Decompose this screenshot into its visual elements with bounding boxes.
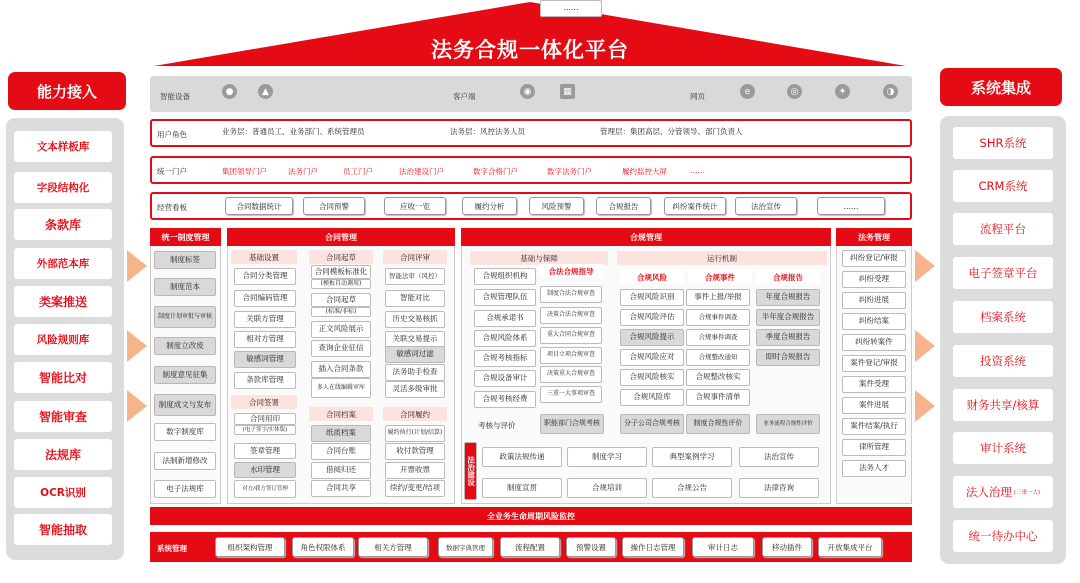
right-item-6[interactable] [953,345,1053,377]
windows-icon: ▦ [560,84,575,99]
legal-small-label: (三重一大) [1013,490,1041,496]
roles-business: 业务层：普通员工、业务部门、系统管理员 [222,127,365,136]
dashboard-item-9[interactable]: …… [817,197,885,215]
compliance-culture-item[interactable]: 制度宣贯 [482,478,562,498]
system-item-9[interactable]: 电子法规库 [154,480,216,498]
system-admin-item-8[interactable]: 审计日志 [692,537,754,557]
right-item-5[interactable] [953,301,1053,333]
legal-item-9[interactable]: 案件结案/执行 [842,418,906,435]
contract-header: 合同管理 [227,228,455,246]
compliance-risk-title: 合规风险 [620,270,684,284]
contract-sign-title: 合同签署 [231,395,297,409]
contract-review-item[interactable]: 关联交易提示 [385,331,445,348]
legal-item-11[interactable]: 法务人才 [842,460,906,477]
system-admin-item-5[interactable]: 流程配置 [500,537,560,557]
contract-sign-item[interactable]: (电子签字/实体版) [234,425,296,435]
portal-label: 统一门户 [157,167,187,176]
system-item-6[interactable]: 制度成文与发布 [154,394,216,416]
roles-label: 用户角色 [157,130,187,139]
compliance-event-item[interactable]: 合规整改核实 [686,369,750,386]
contract-sign-item[interactable]: 对方/我方签订管理 [234,480,296,498]
compliance-risk-item[interactable]: 合规风险核实 [620,369,684,386]
dashboard-item-8[interactable]: 法治宣传 [735,197,797,215]
compliance-law-item[interactable]: 项目立项合规审查 [540,347,602,364]
portal-item-2[interactable]: 法务门户 [288,167,318,176]
dashboard-item-4[interactable]: 履约分析 [462,197,517,215]
left-item-4[interactable]: 外部范本库 [14,248,112,279]
left-arrow-3 [127,390,147,422]
contract-review-item[interactable]: 历史交易核抓 [385,311,445,328]
ie-icon: e [740,84,755,99]
legal-item-1[interactable]: 纠纷登记/审报 [842,250,906,267]
compliance-basic-item[interactable]: 合规风险体系 [474,330,536,347]
portal-item-6[interactable]: 数字法务门户 [547,167,592,176]
contract-base-title: 基础设置 [231,250,297,264]
roles-management: 管理层：集团高层、分管领导、部门负责人 [600,127,743,136]
right-item-3[interactable] [953,213,1053,245]
contract-perform-item[interactable]: 收付款管理 [385,443,445,460]
right-arrow-1 [915,250,935,282]
contract-archive-item[interactable]: 借阅归还 [311,462,371,479]
right-arrow-3 [915,390,935,422]
left-item-5[interactable]: 类案推送 [14,286,112,317]
page-title: 法务合规一体化平台 [431,38,629,62]
compliance-eval-item[interactable]: 分子公司合规考核 [620,414,684,434]
compliance-culture-item[interactable]: 典型案例学习 [652,447,732,467]
contract-review-item[interactable]: 法务助手检查 [385,364,445,381]
left-item-8[interactable]: 智能审查 [14,401,112,432]
legal-mgmt-header: 法务管理 [836,228,912,246]
right-item-label: 档案系统 [980,310,1026,324]
contract-base-item[interactable]: 合同编码管理 [234,290,296,307]
system-item-5[interactable]: 制度意见征集 [154,366,216,384]
legal-item-4[interactable]: 纠纷结案 [842,313,906,330]
left-item-3[interactable]: 条款库 [14,209,112,240]
compliance-eval-item[interactable]: 制度合规性评价 [686,414,750,434]
system-admin-item-3[interactable]: 相关方管理 [358,537,428,557]
contract-perform-item[interactable]: 履约执行(计划/结算) [385,425,445,442]
compliance-event-title: 合规事件 [688,270,752,284]
right-item-label: SHR系统 [979,136,1027,150]
left-item-7[interactable]: 智能比对 [14,362,112,393]
compliance-event-item[interactable]: 事件上报/举报 [686,289,750,306]
left-item-10[interactable]: OCR识别 [14,477,112,508]
wechat-icon: ◉ [520,84,535,99]
system-item-7[interactable]: 数字制度库 [154,423,216,441]
right-item-2[interactable] [953,170,1053,202]
compliance-risk-item[interactable]: 合规风险评估 [620,309,684,326]
contract-draft-title: 合同起草 [309,250,373,264]
left-item-1[interactable]: 文本样板库 [14,131,112,162]
compliance-law-item[interactable]: 重大合同合规审查 [540,327,602,344]
compliance-culture-item[interactable]: 政策法规传递 [482,447,562,467]
contract-base-item[interactable]: 关联方管理 [234,311,296,328]
legal-item-8[interactable]: 案件进展 [842,397,906,414]
compliance-law-title: 合法合规指导 [539,264,603,278]
contract-base-item[interactable]: 相对方管理 [234,331,296,348]
right-item-label: 流程平台 [980,222,1026,236]
right-item-10[interactable] [953,520,1053,552]
contract-review-item[interactable]: 智能对比 [385,290,445,307]
compliance-basic-item[interactable]: 合规考核经费 [474,391,536,408]
right-item-label: 投资系统 [980,354,1026,368]
left-arrow-2 [127,330,147,362]
compliance-risk-item[interactable]: 合规风险库 [620,389,684,406]
system-item-2[interactable]: 制度范本 [154,278,216,296]
legal-item-6[interactable]: 案件登记/审报 [842,355,906,372]
compliance-report-item[interactable]: 年度合规报告 [756,289,820,306]
contract-draft-item[interactable]: 正文风险展示 [311,321,371,338]
right-item-label: 财务共享/核算 [966,398,1040,412]
portal-item-3[interactable]: 员工门户 [343,167,373,176]
contract-archive-item[interactable]: 合同台账 [311,443,371,460]
system-mgmt-header: 统一制度管理 [150,228,221,246]
system-admin-item-2[interactable]: 角色权限体系 [292,537,354,557]
compliance-eval-item[interactable]: 业务流程合规性评价 [756,414,820,434]
contract-sign-item[interactable]: 签章管理 [234,443,296,459]
compliance-header: 合规管理 [461,228,831,246]
left-header: 能力接入 [8,72,126,110]
compliance-law-item[interactable]: 决策合法合规审查 [540,307,602,324]
compliance-law-item[interactable]: …… [540,0,602,17]
system-admin-item-7[interactable]: 操作日志管理 [622,537,684,557]
system-admin-item-6[interactable]: 预警设置 [566,537,616,557]
right-arrow-2 [915,330,935,362]
system-admin-item-10[interactable]: 开放集成平台 [818,537,882,557]
compliance-basic-item[interactable]: 合规管理队伍 [474,289,536,306]
compliance-culture-item[interactable]: 合规培训 [567,478,647,498]
compliance-run-title: 运行机制 [617,251,827,265]
left-item-9[interactable]: 法规库 [14,439,112,470]
compliance-report-title: 合规报告 [756,270,820,284]
dashboard-item-5[interactable]: 风险预警 [529,197,584,215]
compliance-culture-item[interactable]: 合规公告 [652,478,732,498]
contract-perform-title: 合同履约 [383,407,447,421]
contract-review-title: 合同评审 [383,250,447,264]
portal-item-5[interactable]: 数字合格门户 [473,167,518,176]
system-item-4[interactable]: 制度立改废 [154,337,216,355]
roles-legal: 法务层：风控法务人员 [450,127,525,136]
apple-icon: ● [222,84,237,99]
compliance-event-item[interactable]: 合规事件清单 [686,389,750,406]
contract-review-item[interactable]: 灵活多级审批 [385,381,445,398]
contract-sign-item[interactable]: 合同用印 [234,413,296,425]
chrome-icon: ◎ [787,84,802,99]
contract-review-item[interactable]: 敏感词过滤 [385,346,445,363]
portal-item-8[interactable]: …… [690,166,705,175]
left-arrow-1 [127,250,147,282]
system-item-3[interactable]: 制度计划审批与审核 [154,306,216,328]
compliance-law-item[interactable]: 制度合法合规审查 [540,286,602,303]
system-item-8[interactable]: 法制新增修改 [154,452,216,470]
android-icon: ▲ [258,84,273,99]
compliance-event-item[interactable]: 合规整改通知 [686,349,750,366]
left-item-6[interactable]: 风险规则库 [14,324,112,355]
monitor-band: 全业务生命周期风险监控 [150,507,912,525]
compliance-law-item[interactable]: 决策重大合规审查 [540,366,602,383]
left-item-11[interactable]: 智能抽取 [14,514,112,545]
right-header: 系统集成 [940,68,1062,106]
contract-draft-item[interactable]: 插入合同条款 [311,361,371,378]
compliance-report-item[interactable]: 半年度合规报告 [756,309,820,326]
dashboard-item-1[interactable]: 合同数据统计 [225,197,293,215]
contract-perform-item[interactable]: 开票收票 [385,462,445,479]
right-item-1[interactable] [953,127,1053,159]
right-item-label: 电子签章平台 [968,266,1038,280]
compliance-basic-item[interactable]: 合规考核指标 [474,350,536,367]
compliance-report-item[interactable]: 季度合规报告 [756,329,820,346]
right-item-label: 法人治理 [965,485,1012,499]
compliance-risk-item[interactable]: 合规风险提示 [620,329,684,346]
contract-draft-item[interactable]: 合同起草 [311,293,371,307]
contract-archive-item[interactable]: 纸质档案 [311,425,371,442]
right-item-label: 审计系统 [980,441,1026,455]
right-item-label: 统一待办中心 [968,529,1038,543]
contract-perform-item[interactable]: 续约/变更/结项 [385,480,445,497]
smart-device-label: 智能设备 [160,92,190,101]
legal-item-7[interactable]: 案件受理 [842,376,906,393]
contract-archive-title: 合同档案 [309,407,373,421]
dashboard-item-7[interactable]: 纠纷案件统计 [664,197,726,215]
dashboard-item-6[interactable]: 合规报告 [596,197,651,215]
contract-base-item[interactable]: 合同分类管理 [234,268,296,285]
legal-item-3[interactable]: 纠纷进展 [842,292,906,309]
system-admin-label: 系统管理 [157,544,187,553]
compliance-culture-item[interactable]: 法律咨询 [739,478,819,498]
contract-archive-item[interactable]: 合同共享 [311,480,371,497]
legal-item-2[interactable]: 纠纷受理 [842,271,906,288]
compliance-culture-label: 法治建设 [464,442,477,500]
system-admin-item-1[interactable]: 组织架构管理 [215,537,285,557]
contract-draft-item[interactable]: (模板自动调用) [311,279,371,289]
compliance-eval-item[interactable]: 职能部门合规考核 [540,414,604,434]
client-label: 客户端 [453,92,476,101]
compliance-risk-item[interactable]: 合规风险识别 [620,289,684,306]
portal-item-1[interactable]: 集团领导门户 [222,167,267,176]
web-label: 网页 [690,92,705,101]
right-item-4[interactable] [953,257,1053,289]
system-admin-item-4[interactable]: 数据字典管理 [438,537,493,557]
contract-draft-item[interactable]: (标准/非标) [311,307,371,317]
contract-draft-item[interactable]: 合同模板标准化 [311,265,371,279]
right-item-label: CRM系统 [978,179,1028,193]
legal-item-5[interactable]: 纠纷转案件 [842,334,906,351]
contract-sign-item[interactable]: 水印管理 [234,462,296,478]
contract-draft-item[interactable]: 多人在线编辑审库 [311,378,371,398]
compliance-eval-label: 考核与评价 [478,421,516,430]
contract-draft-item[interactable]: 查询企业征信 [311,340,371,357]
compliance-basic-title: 基础与保障 [470,251,608,265]
contract-base-item[interactable]: 敏感词管理 [234,351,296,368]
compliance-law-item[interactable]: 三重一大事项审查 [540,386,602,403]
right-item-9[interactable] [953,476,1053,508]
safari-icon: ✦ [835,84,850,99]
dashboard-item-3[interactable]: 应收一览 [384,197,446,215]
system-item-1[interactable]: 制度标签 [154,251,216,269]
system-admin-item-9[interactable]: 移动插件 [762,537,812,557]
compliance-culture-item[interactable]: 制度学习 [567,447,647,467]
right-item-7[interactable] [953,389,1053,421]
left-item-2[interactable]: 字段结构化 [14,172,112,203]
portal-item-4[interactable]: 法治建设门户 [399,167,444,176]
dashboard-item-2[interactable]: 合同预警 [303,197,365,215]
compliance-basic-item[interactable]: 合规设备审计 [474,370,536,387]
compliance-basic-item[interactable]: 合规组织机构 [474,268,536,285]
dashboard-label: 经营看板 [157,203,187,212]
firefox-icon: ◑ [883,84,898,99]
compliance-culture-item[interactable]: 法治宣传 [739,447,819,467]
compliance-report-item[interactable]: 即时合规报告 [756,349,820,366]
contract-review-item[interactable]: 智能法审（风控） [385,268,445,285]
compliance-event-item[interactable]: 合规事件调查 [686,329,750,346]
legal-item-10[interactable]: 律所管理 [842,439,906,456]
contract-base-item[interactable]: 条款库管理 [234,372,296,389]
right-item-8[interactable] [953,432,1053,464]
portal-item-7[interactable]: 履约监控大屏 [622,167,667,176]
compliance-risk-item[interactable]: 合规风险应对 [620,349,684,366]
compliance-basic-item[interactable]: 合规承诺书 [474,310,536,327]
compliance-event-item[interactable]: 合规事件调查 [686,309,750,326]
